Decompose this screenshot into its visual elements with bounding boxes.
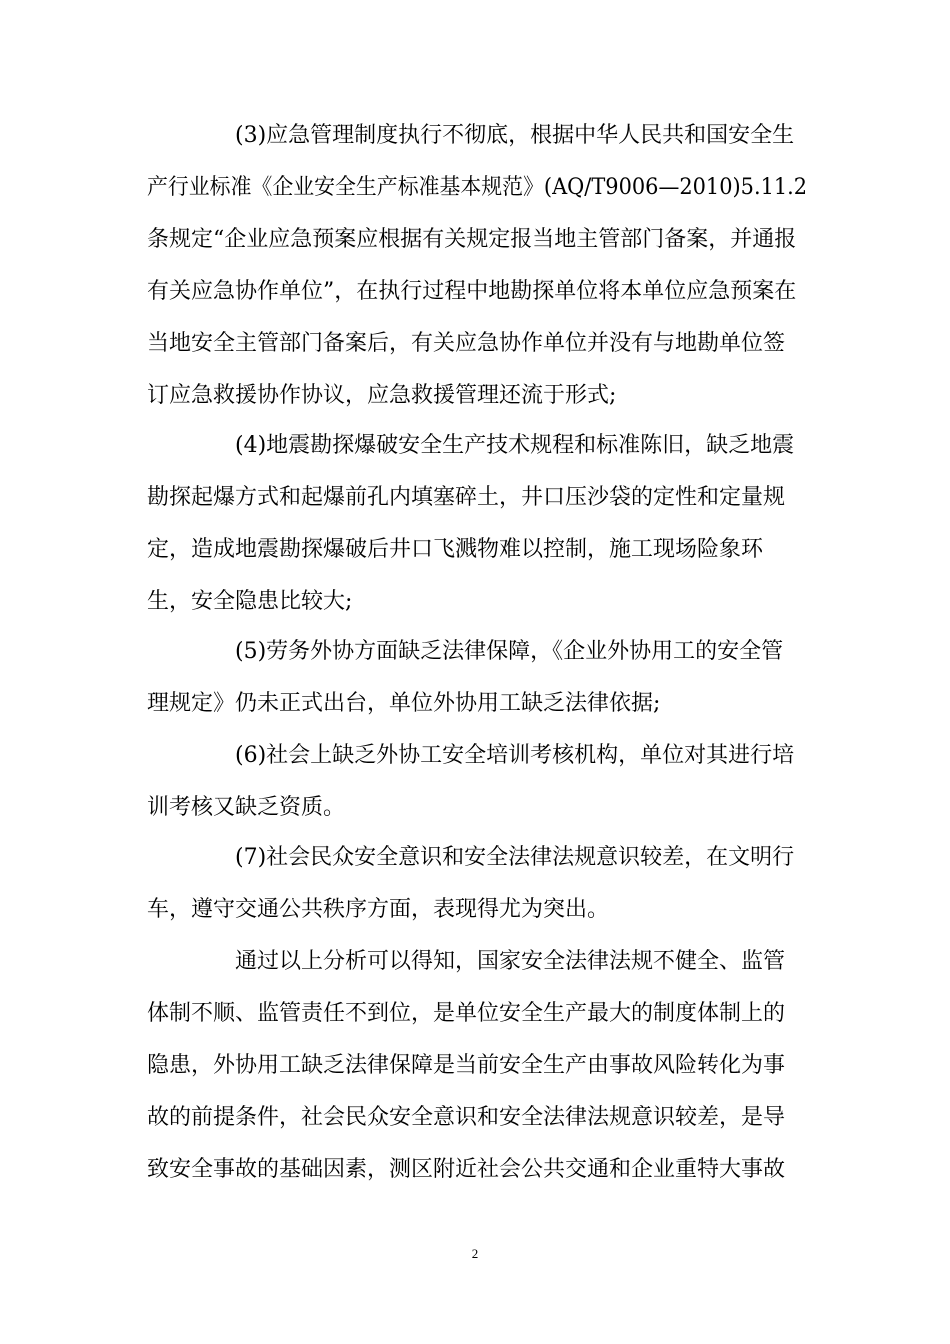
text-line-2: 产行业标准《企业安全生产标准基本规范》(AQ/T9006—2010)5.11.2 — [147, 175, 808, 200]
text-line-18: 体制不顺、监管责任不到位，是单位安全生产最大的制度体制上的 — [147, 1001, 786, 1026]
text-line-17: 通过以上分析可以得知，国家安全法律法规不健全、监管 — [235, 949, 786, 974]
text-line-12: 理规定》仍未正式出台，单位外协用工缺乏法律依据; — [147, 691, 661, 716]
text-line-1: (3)应急管理制度执行不彻底，根据中华人民共和国安全生 — [235, 123, 795, 148]
text-line-5: 当地安全主管部门备案后，有关应急协作单位并没有与地勘单位签 — [147, 331, 786, 356]
text-line-3: 条规定“企业应急预案应根据有关规定报当地主管部门备案，并通报 — [147, 227, 797, 252]
text-line-8: 勘探起爆方式和起爆前孔内填塞碎土，井口压沙袋的定性和定量规 — [147, 485, 786, 510]
text-line-9: 定，造成地震勘探爆破后井口飞溅物难以控制，施工现场险象环 — [147, 537, 764, 562]
text-line-11: (5)劳务外协方面缺乏法律保障，《企业外协用工的安全管 — [235, 639, 784, 664]
text-line-16: 车，遵守交通公共秩序方面，表现得尤为突出。 — [147, 897, 610, 922]
text-line-20: 故的前提条件，社会民众安全意识和安全法律法规意识较差，是导 — [147, 1105, 786, 1130]
page-number: 2 — [471, 1246, 479, 1261]
text-line-10: 生，安全隐患比较大; — [147, 589, 353, 614]
text-line-13: (6)社会上缺乏外协工安全培训考核机构，单位对其进行培 — [235, 743, 795, 768]
text-line-15: (7)社会民众安全意识和安全法律法规意识较差，在文明行 — [235, 845, 795, 870]
text-line-6: 订应急救援协作协议，应急救援管理还流于形式; — [147, 383, 617, 408]
text-line-19: 隐患，外协用工缺乏法律保障是当前安全生产由事故风险转化为事 — [147, 1053, 786, 1078]
text-line-7: (4)地震勘探爆破安全生产技术规程和标准陈旧，缺乏地震 — [235, 433, 795, 458]
text-line-21: 致安全事故的基础因素，测区附近社会公共交通和企业重特大事故 — [147, 1157, 786, 1182]
text-line-4: 有关应急协作单位”，在执行过程中地勘探单位将本单位应急预案在 — [147, 279, 797, 304]
text-line-14: 训考核又缺乏资质。 — [147, 795, 346, 820]
